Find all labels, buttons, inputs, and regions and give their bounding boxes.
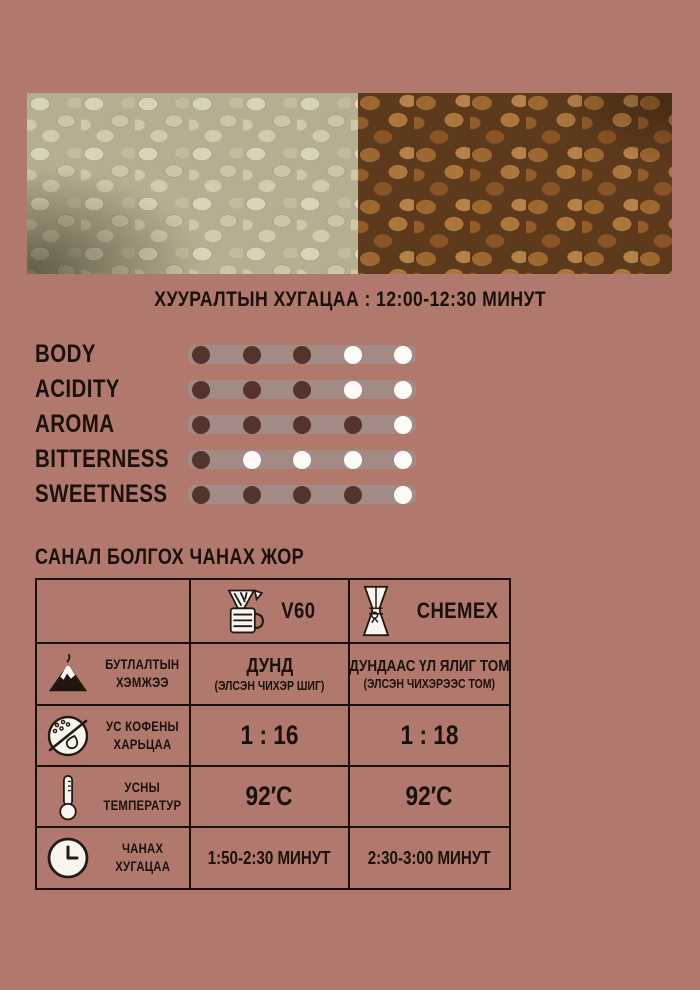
ratio-chemex-value: 1 : 18 [400,720,459,750]
rating-row [35,372,435,407]
grind-size-v60-value: ДУНД [246,655,293,677]
brew-time-v60-cell [189,826,348,888]
rating-dot-empty [344,346,362,364]
rating-dot-empty [394,381,412,399]
table-corner-cell [37,580,189,642]
brew-time-chemex-value: 2:30-3:00 МИНУТ [368,847,491,868]
rating-dot-filled [243,416,261,434]
rating-dot-empty [394,416,412,434]
rating-dot-filled [192,486,210,504]
column-header-chemex-label: CHEMEX [417,598,499,623]
rating-dot-filled [243,346,261,364]
clock-icon [44,836,92,880]
row-header-brew-time [37,826,189,888]
rating-dot-filled [243,486,261,504]
recipe-title [35,544,363,570]
ratio-v60-cell [189,704,348,765]
rating-dot-filled [344,486,362,504]
rating-track [188,485,416,504]
rating-dot-empty [394,346,412,364]
ratio-chemex-cell [348,704,509,765]
rating-dot-filled [344,416,362,434]
green-coffee-beans-photo [27,93,358,274]
temperature-chemex-value: 92′C [405,781,454,811]
rating-track [188,450,416,469]
grind-size-v60-cell [189,642,348,704]
rating-dot-filled [293,416,311,434]
rating-label: BODY [35,340,96,368]
grind-size-chemex-cell [348,642,509,704]
rating-dot-empty [394,486,412,504]
rating-dot-filled [293,381,311,399]
row-header-temperature [37,765,189,826]
rating-dot-filled [192,416,210,434]
temperature-v60-value: 92′C [245,781,294,811]
rating-row [35,407,435,442]
recipe-table [35,578,511,890]
thermometer-icon [44,773,92,821]
rating-dot-filled [192,451,210,469]
row-header-grind-size-label: БУТЛАЛТЫН ХЭМЖЭЭ [105,657,180,690]
brew-time-chemex-cell [348,826,509,888]
coffee-beans-photos [27,93,672,274]
rating-dot-empty [344,381,362,399]
rating-dot-empty [243,451,261,469]
grind-size-v60-note: (ЭЛСЭН ЧИХЭР ШИГ) [214,679,325,693]
rating-dot-filled [192,346,210,364]
temperature-chemex-cell [348,765,509,826]
grind-size-chemex-value: ДУНДААС ҮЛ ЯЛИГ ТОМ [349,657,510,675]
grind-size-chemex-note: (ЭЛСЭН ЧИХЭРЭЭС ТОМ) [363,676,496,691]
rating-dot-empty [394,451,412,469]
chemex-icon [352,585,400,637]
recipe-title-text: САНАЛ БОЛГОХ ЧАНАХ ЖОР [35,544,305,569]
row-header-ratio-label: УС КОФЕНЫ ХАРЬЦАА [106,718,179,752]
brew-time-v60-value: 1:50-2:30 МИНУТ [208,847,331,868]
rating-label: ACIDITY [35,375,120,403]
rating-dot-filled [293,486,311,504]
rating-dot-empty [293,451,311,469]
rating-row [35,337,435,372]
column-header-v60-label: V60 [280,598,316,623]
rating-dot-empty [344,451,362,469]
ratio-v60-value: 1 : 16 [240,720,299,750]
temperature-v60-cell [189,765,348,826]
rating-dot-filled [192,381,210,399]
row-header-ratio [37,704,189,765]
ratings [35,337,435,512]
rating-label: BITTERNESS [35,445,169,473]
roasted-coffee-beans-photo [358,93,672,274]
row-header-temperature-label: УСНЫ ТЕМПЕРАТУР [103,779,182,813]
row-header-grind-size [37,642,189,704]
column-header-v60 [189,580,348,642]
roast-time-text: ХУУРАЛТЫН ХУГАЦАА : 12:00-12:30 МИНУТ [154,288,546,311]
coffee-water-ratio-icon [44,714,92,758]
rating-label: AROMA [35,410,115,438]
rating-row [35,477,435,512]
coffee-grounds-pile-icon [44,652,92,696]
column-header-chemex [348,580,509,642]
rating-track [188,415,416,434]
v60-dripper-icon [221,586,269,636]
row-header-brew-time-label: ЧАНАХ ХУГАЦАА [115,841,170,874]
roast-time-title [0,288,700,312]
rating-track [188,345,416,364]
rating-dot-filled [293,346,311,364]
rating-row [35,442,435,477]
rating-track [188,380,416,399]
rating-label: SWEETNESS [35,480,168,508]
rating-dot-filled [243,381,261,399]
